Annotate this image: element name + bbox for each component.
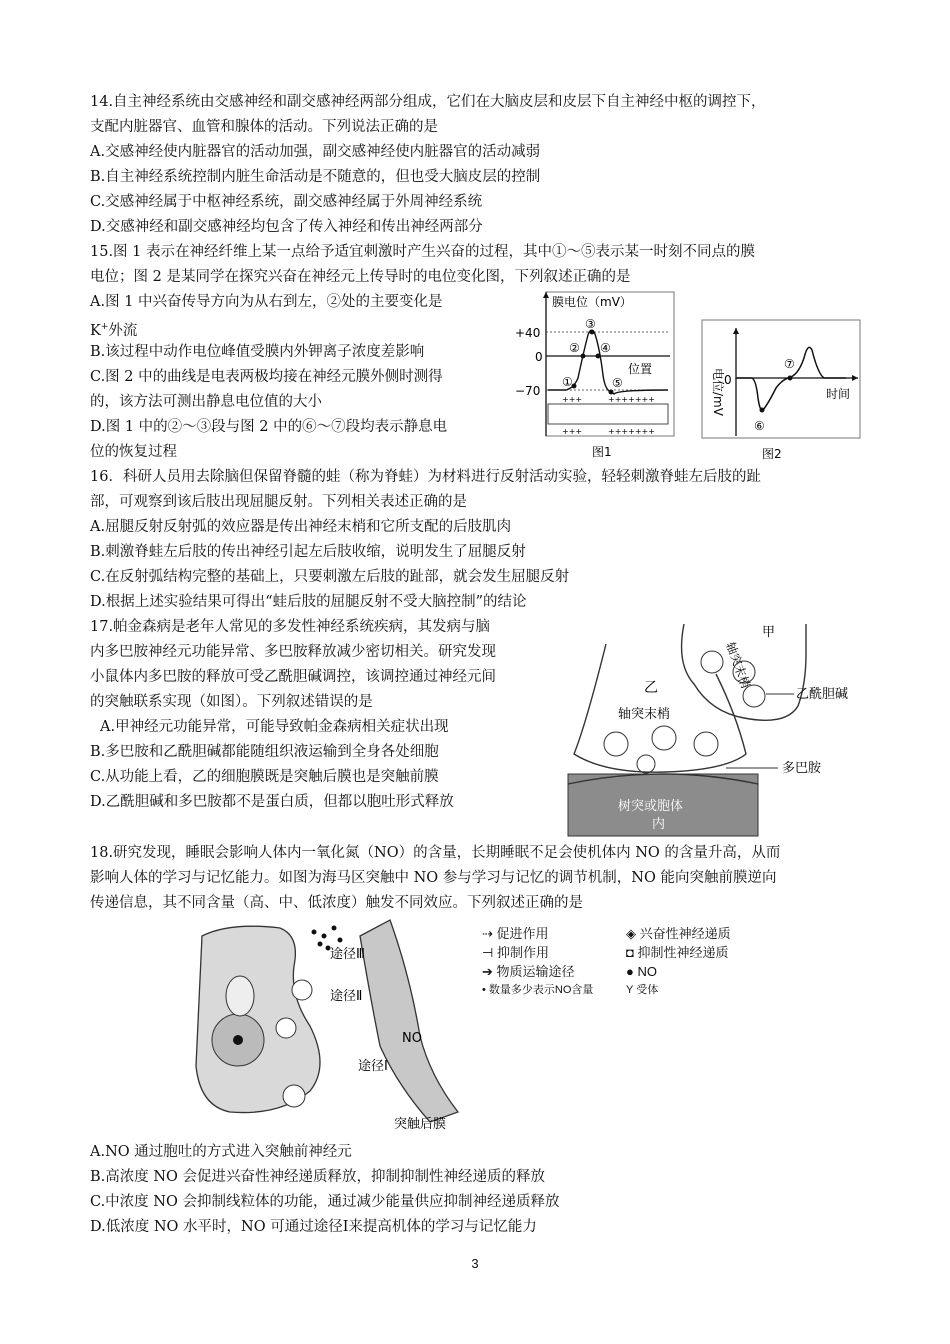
q14-option-c: C.交感神经属于中枢神经系统，副交感神经属于外周神经系统: [90, 194, 483, 210]
axon-yi-label: 轴突末梢: [618, 707, 671, 722]
fig1-point-1: ①: [562, 375, 573, 389]
route1-label: 途径Ⅰ: [358, 1059, 388, 1074]
fig1-charges-bottom-left: +++: [562, 427, 583, 436]
q15-option-d-line1: D.图 1 中的②～③段与图 2 中的⑥～⑦段均表示静息电: [90, 419, 448, 435]
route2-label: 途径Ⅱ: [330, 989, 363, 1004]
figure-no-synapse: [190, 916, 490, 1138]
fig2-point-6: ⑥: [754, 419, 765, 433]
legend-no: NO: [637, 964, 657, 979]
q17-stem-line2: 内多巴胺神经元功能异常、多巴胺释放减少密切相关。研究发现: [90, 644, 496, 660]
legend-inhibit: 抑制作用: [496, 945, 549, 960]
q18-option-a: A.NO 通过胞吐的方式进入突触前神经元: [90, 1144, 352, 1160]
mitochondrion: [226, 976, 254, 1016]
q18-option-b: B.高浓度 NO 会促进兴奋性神经递质释放，抑制抑制性神经递质的释放: [90, 1169, 546, 1185]
fig1-tick-70: −70: [515, 384, 541, 398]
q16-option-d: D.根据上述实验结果可得出“蛙后肢的屈腿反射不受大脑控制”的结论: [90, 594, 527, 610]
dendrite-label-line1: 树突或胞体: [618, 799, 684, 814]
figure-synapse-dopamine: [566, 614, 876, 838]
legend-promote: 促进作用: [496, 926, 549, 941]
q17-stem-line3: 小鼠体内多巴胺的释放可受乙酰胆碱调控，该调控通过神经元间: [90, 669, 496, 685]
q14-option-a: A.交感神经使内脏器官的活动加强，副交感神经使内脏器官的活动减弱: [90, 144, 541, 160]
fig1-charges-top-right: +++++++: [608, 395, 655, 404]
fig1-tick-40: +40: [515, 326, 541, 340]
legend-count: 数量多少表示NO含量: [488, 984, 594, 996]
fig1-point-2: ②: [569, 341, 580, 355]
presynaptic-neuron: [196, 926, 320, 1112]
fig2-point-7: ⑦: [784, 357, 795, 371]
q16-stem-line2: 部，可观察到该后肢出现屈腿反射。下列相关表述正确的是: [90, 494, 467, 510]
q14-option-d: D.交感神经和副交感神经均包含了传入神经和传出神经两部分: [90, 219, 483, 235]
efflux-text: 外流: [108, 322, 138, 339]
legend-excitatory: 兴奋性神经递质: [639, 926, 731, 941]
postsynaptic-membrane-region: [360, 920, 458, 1122]
legend-inhibitory: 抑制性神经递质: [637, 945, 729, 960]
dendrite-label-line2: 内: [652, 817, 666, 832]
figure-1-membrane-potential: [508, 290, 678, 462]
q15-option-d-line2: 位的恢复过程: [90, 444, 177, 460]
q18-stem-line1: 18.研究发现，睡眠会影响人体内一氧化氮（NO）的含量，长期睡眠不足会使机体内 NO 的含量升高，从而: [90, 845, 781, 861]
neuron-jia-label: 甲: [762, 625, 776, 640]
q15-option-b: B.该过程中动作电位峰值受膜内外钾离子浓度差影响: [90, 344, 425, 360]
no-label: NO: [402, 1031, 422, 1046]
q16-option-c: C.在反射弧结构完整的基础上，只要刺激左后肢的趾部，就会发生屈腿反射: [90, 569, 570, 585]
axon-jia-label: 轴突末梢: [723, 640, 753, 691]
q15-stem-line2: 电位；图 2 是某同学在探究兴奋在神经元上传导时的电位变化图，下列叙述正确的是: [90, 269, 631, 285]
fig1-point-5: ⑤: [612, 376, 623, 390]
q14-stem-line2: 支配内脏器官、血管和腺体的活动。下列说法正确的是: [90, 119, 438, 135]
q15-stem-line1: 15.图 1 表示在神经纤维上某一点给予适宜刺激时产生兴奋的过程，其中①～⑤表示某一时刻不同点的膜: [90, 244, 755, 260]
fig2-caption: 图2: [762, 447, 782, 461]
q16-stem-line1: 16．科研人员用去除脑但保留脊髓的蛙（称为脊蛙）为材料进行反射活动实验，轻轻刺激脊蛙左后肢的趾: [90, 469, 761, 485]
figure-2-potential-time: [696, 318, 866, 462]
q16-option-b: B.刺激脊蛙左后肢的传出神经引起左后肢收缩，说明发生了屈腿反射: [90, 544, 526, 560]
fig1-charges-bottom-right: +++++++: [608, 427, 655, 436]
fig1-nerve-fiber: [548, 404, 668, 424]
fig1-charges-top-left: +++: [562, 395, 583, 404]
q14-option-b: B.自主神经系统控制内脏生命活动是不随意的，但也受大脑皮层的控制: [90, 169, 541, 185]
fig1-point-4: ④: [600, 341, 611, 355]
fig2-x-label: 时间: [826, 387, 851, 401]
q17-option-d: D.乙酰胆碱和多巴胺都不是蛋白质，但都以胞吐形式释放: [90, 794, 454, 810]
fig1-y-label: 膜电位（mV）: [552, 295, 632, 309]
q15-option-c-line1: C.图 2 中的曲线是电表两极均接在神经元膜外侧时测得: [90, 369, 443, 385]
dopamine-label: 多巴胺: [782, 761, 822, 776]
route3-label: 途径Ⅲ: [330, 947, 365, 962]
neuron-yi-label: 乙: [644, 680, 658, 696]
potassium-charge: +: [100, 322, 109, 332]
q16-option-a: A.屈腿反射反射弧的效应器是传出神经末梢和它所支配的后肢肌肉: [90, 519, 512, 535]
q18-stem-line3: 传递信息，其不同含量（高、中、低浓度）触发不同效应。下列叙述正确的是: [90, 895, 583, 911]
legend-receptor: 受体: [636, 984, 659, 996]
q17-stem-line4: 的突触联系实现（如图）。下列叙述错误的是: [90, 694, 373, 710]
fig2-tick-0: 0: [724, 373, 732, 387]
no-figure-legend: ⇢ 促进作用 ⊣ 抑制作用 ➔ 物质运输途径 • 数量多少表示NO含量 ◈ 兴奋性神经递质 ◘ 抑制性神经递质 ● NO Y 受体: [482, 926, 731, 996]
fig1-x-label: 位置: [628, 362, 653, 376]
q18-option-c: C.中浓度 NO 会抑制线粒体的功能，通过减少能量供应抑制神经递质释放: [90, 1194, 560, 1210]
q18-stem-line2: 影响人体的学习与记忆能力。如图为海马区突触中 NO 参与学习与记忆的调节机制，NO 能向突触前膜逆向: [90, 870, 777, 886]
q17-option-b: B.多巴胺和乙酰胆碱都能随组织液运输到全身各处细胞: [90, 744, 439, 760]
q14-stem-line1: 14.自主神经系统由交感神经和副交感神经两部分组成，它们在大脑皮层和皮层下自主神经中枢的调控下，: [90, 94, 766, 110]
q15-option-a-line2: [90, 317, 137, 341]
potassium-symbol: K: [90, 322, 101, 339]
legend-transport: 物质运输途径: [496, 964, 575, 979]
q17-option-c: C.从功能上看，乙的细胞膜既是突触后膜也是突触前膜: [90, 769, 439, 785]
fig2-y-label: 电位/mV: [711, 368, 725, 416]
fig1-point-3: ③: [585, 317, 596, 331]
page-number: 3: [471, 1256, 479, 1271]
q15-option-c-line2: 的，该方法可测出静息电位值的大小: [90, 394, 322, 410]
q17-option-a: A.甲神经元功能异常，可能导致帕金森病相关症状出现: [100, 719, 449, 735]
fig1-tick-0: 0: [535, 350, 543, 364]
acetylcholine-label: 乙酰胆碱: [796, 687, 849, 702]
postsynaptic-label: 突触后膜: [394, 1117, 447, 1132]
q15-option-a-line1: A.图 1 中兴奋传导方向为从右到左，②处的主要变化是: [90, 294, 443, 310]
q17-stem-line1: 17.帕金森病是老年人常见的多发性神经系统疾病，其发病与脑: [90, 619, 491, 635]
q18-option-d: D.低浓度 NO 水平时，NO 可通过途径Ⅰ来提高机体的学习与记忆能力: [90, 1219, 537, 1235]
fig1-caption: 图1: [592, 445, 612, 459]
